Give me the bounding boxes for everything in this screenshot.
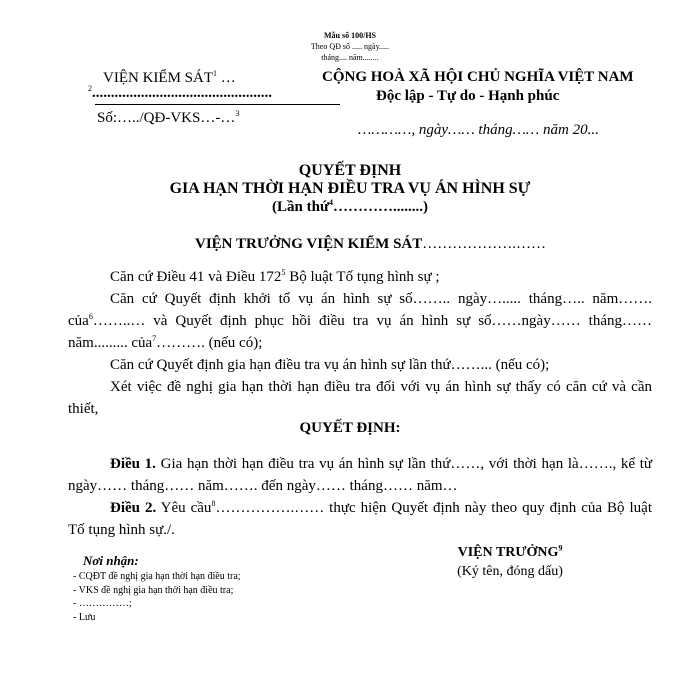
recipients-heading: Nơi nhận: bbox=[83, 553, 139, 568]
header-underline bbox=[95, 104, 340, 105]
agency-name: VIỆN KIỂM SÁT$^1$ … bbox=[103, 69, 236, 86]
sub-agency-line: $^2$................................................ bbox=[88, 84, 272, 101]
extension-count: (Lần thứ$^4$…………........) bbox=[272, 198, 428, 215]
basis-paragraph-4: Xét việc đề nghị gia hạn thời hạn điều tra đối với vụ án hình sự thấy có căn cứ và cần thiết, bbox=[68, 379, 652, 417]
document-subtitle: GIA HẠN THỜI HẠN ĐIỀU TRA VỤ ÁN HÌNH SỰ bbox=[169, 180, 531, 197]
basis-paragraph-3: Căn cứ Quyết định gia hạn điều tra vụ án hình sự lần thứ……... (nếu có); bbox=[110, 357, 550, 373]
document-title: QUYẾT ĐỊNH bbox=[298, 162, 402, 179]
article-2: Điều 2. Yêu cầu$^8$…………….…… thực hiện Quyết định này theo quy định của Bộ luật Tố tụng hình sự./. bbox=[68, 499, 652, 538]
form-number: Mẫu số 100/HS bbox=[323, 31, 376, 40]
recipient-item: - VKS đề nghị gia hạn thời hạn điều tra; bbox=[73, 584, 234, 596]
recipient-item: - CQĐT đề nghị gia hạn thời hạn điều tra; bbox=[73, 571, 241, 582]
form-decision-date: tháng.... năm........ bbox=[321, 53, 379, 62]
national-motto: Độc lập - Tự do - Hạnh phúc bbox=[376, 88, 560, 104]
article-1: Điều 1. Gia hạn thời hạn điều tra vụ án hình sự lần thứ……, với thời hạn là……., kể từ ngày…… tháng…… năm……. đến ngày…… tháng…… năm… bbox=[68, 456, 653, 494]
recipient-item: - Lưu bbox=[73, 611, 96, 623]
issuing-authority: VIỆN TRƯỞNG VIỆN KIỂM SÁT……………….…… bbox=[195, 236, 547, 252]
signature-title: VIỆN TRƯỞNG$^9$ bbox=[457, 543, 563, 560]
signature-note: (Ký tên, đóng dấu) bbox=[457, 564, 563, 579]
basis-paragraph-1: Căn cứ Điều 41 và Điều $172^5$ Bộ luật Tố tụng hình sự ; bbox=[110, 268, 440, 285]
form-decision-ref: Theo QĐ số ..... ngày..... bbox=[310, 42, 390, 51]
basis-paragraph-2: Căn cứ Quyết định khởi tố vụ án hình sự số…….. ngày…..... tháng….. năm……. của$^6$……..… và Quyết định phục hồi điều tra vụ án hình sự số……ngày…… tháng…… năm......... của$^7$………. (nếu có); bbox=[68, 291, 652, 351]
decision-heading: QUYẾT ĐỊNH: bbox=[299, 420, 401, 436]
date-line: …………, ngày…… tháng…… năm 20... bbox=[358, 122, 599, 138]
country-name: CỘNG HOÀ XÃ HỘI CHỦ NGHĨA VIỆT NAM bbox=[322, 69, 634, 85]
document-number: Số:…../QĐ-VKS…-…$^3$ bbox=[97, 109, 240, 126]
recipient-item: - ……………; bbox=[73, 598, 132, 609]
